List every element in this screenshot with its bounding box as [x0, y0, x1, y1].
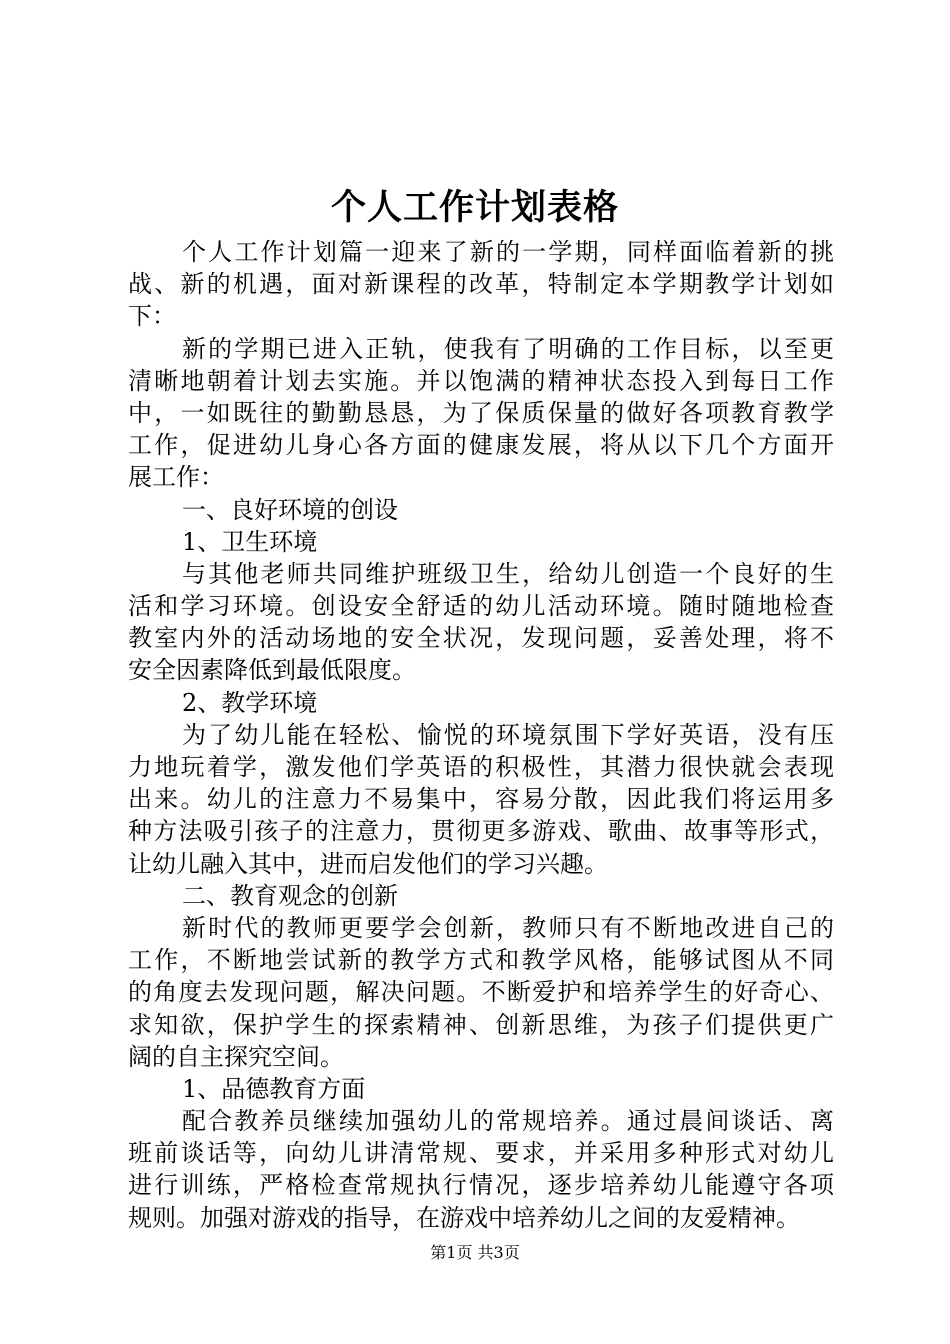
text-line: 中，一如既往的勤勤恳恳，为了保质保量的做好各项教育教学	[128, 398, 834, 427]
text-line: 个人工作计划篇一迎来了新的一学期，同样面临着新的挑	[182, 238, 834, 266]
document-title: 个人工作计划表格	[330, 187, 619, 228]
text-line: 求知欲，保护学生的探索精神、创新思维，为孩子们提供更广	[128, 1010, 834, 1039]
text-line: 的角度去发现问题，解决问题。不断爱护和培养学生的好奇心、	[128, 978, 834, 1007]
document-body	[128, 236, 834, 1234]
subsection-heading: 2、教学环境	[182, 688, 318, 717]
text-line: 让幼儿融入其中，进而启发他们的学习兴趣。	[128, 849, 608, 878]
text-line: 工作，促进幼儿身心各方面的健康发展，将从以下几个方面开	[128, 431, 834, 460]
text-line: 展工作：	[128, 463, 224, 492]
text-line: 战、新的机遇，面对新课程的改革，特制定本学期教学计划如	[128, 270, 834, 299]
text-line: 新的学期已进入正轨，使我有了明确的工作目标，以至更	[182, 334, 834, 363]
text-line: 清晰地朝着计划去实施。并以饱满的精神状态投入到每日工作	[128, 366, 834, 395]
subsection-heading: 1、卫生环境	[182, 527, 318, 556]
page-footer: 第1页 共3页	[430, 1243, 520, 1262]
text-line: 出来。幼儿的注意力不易集中，容易分散，因此我们将运用多	[128, 785, 834, 814]
subsection-heading: 1、品德教育方面	[182, 1074, 366, 1103]
section-heading: 一、良好环境的创设	[182, 495, 398, 524]
text-line: 工作，不断地尝试新的教学方式和教学风格，能够试图从不同	[128, 946, 834, 975]
text-line: 配合教养员继续加强幼儿的常规培养。通过晨间谈话、离	[182, 1107, 834, 1136]
text-line: 新时代的教师更要学会创新，教师只有不断地改进自己的	[182, 913, 834, 942]
text-line: 安全因素降低到最低限度。	[128, 656, 416, 685]
text-line: 进行训练，严格检查常规执行情况，逐步培养幼儿能遵守各项	[128, 1171, 834, 1200]
text-line: 规则。加强对游戏的指导，在游戏中培养幼儿之间的友爱精神。	[128, 1203, 800, 1232]
text-line: 教室内外的活动场地的安全状况，发现问题，妥善处理，将不	[128, 624, 834, 653]
text-line: 为了幼儿能在轻松、愉悦的环境氛围下学好英语，没有压	[182, 720, 834, 749]
text-line: 阔的自主探究空间。	[128, 1042, 344, 1071]
text-line: 力地玩着学，激发他们学英语的积极性，其潜力很快就会表现	[128, 753, 834, 781]
text-line: 种方法吸引孩子的注意力，贯彻更多游戏、歌曲、故事等形式，	[128, 817, 834, 846]
text-line: 班前谈话等，向幼儿讲清常规、要求，并采用多种形式对幼儿	[128, 1139, 834, 1168]
section-heading: 二、教育观念的创新	[182, 881, 398, 910]
text-line: 下：	[128, 302, 176, 331]
text-line: 与其他老师共同维护班级卫生，给幼儿创造一个良好的生	[182, 559, 834, 588]
text-line: 活和学习环境。创设安全舒适的幼儿活动环境。随时随地检查	[128, 592, 834, 621]
